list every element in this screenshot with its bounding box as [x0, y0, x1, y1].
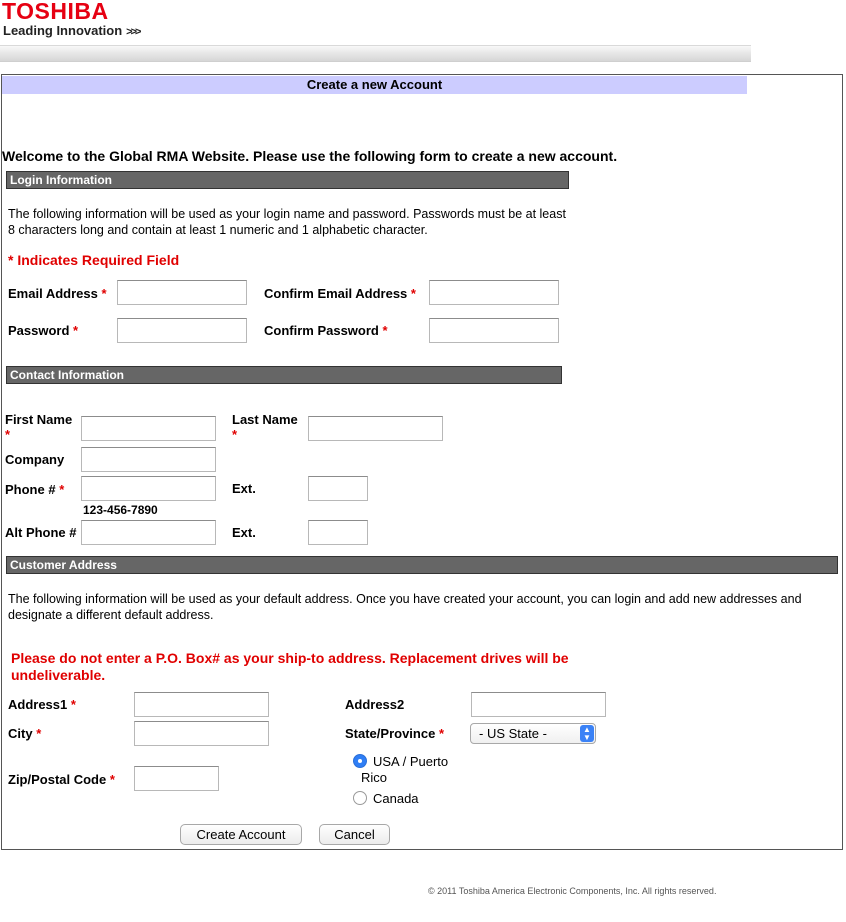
- address1-field[interactable]: [134, 692, 269, 717]
- welcome-text: Welcome to the Global RMA Website. Please use the following form to create a new account.: [2, 148, 618, 164]
- cancel-button[interactable]: Cancel: [319, 824, 390, 845]
- phone-label: Phone # *: [5, 482, 65, 497]
- address2-field[interactable]: [471, 692, 606, 717]
- address2-label: Address2: [345, 697, 405, 712]
- section-login-header: Login Information: [6, 171, 569, 189]
- ext-field[interactable]: [308, 476, 368, 501]
- state-label: State/Province *: [345, 726, 445, 741]
- alt-ext-label: Ext.: [232, 525, 256, 540]
- phone-field[interactable]: [81, 476, 216, 501]
- alt-ext-field[interactable]: [308, 520, 368, 545]
- po-box-warning: Please do not enter a P.O. Box# as your ship-to address. Replacement drives will be undeliverable.: [11, 650, 569, 683]
- state-selected-value: - US State -: [479, 726, 547, 741]
- last-name-label: Last Name *: [232, 412, 298, 442]
- chevrons-icon: >>>: [126, 26, 140, 38]
- company-field[interactable]: [81, 447, 216, 472]
- country-radio-canada[interactable]: [353, 791, 367, 805]
- create-account-button[interactable]: Create Account: [180, 824, 302, 845]
- country-label-usa: USA / Puerto Rico: [361, 754, 449, 785]
- copyright-footer: © 2011 Toshiba America Electronic Components, Inc. All rights reserved.: [428, 886, 717, 896]
- header-bar: [0, 45, 751, 62]
- confirm-email-label: Confirm Email Address *: [264, 286, 416, 301]
- section-address-header: Customer Address: [6, 556, 838, 574]
- tagline: [3, 23, 139, 38]
- required-field-note: * Indicates Required Field: [8, 252, 180, 268]
- state-select[interactable]: [470, 723, 596, 744]
- confirm-email-field[interactable]: [429, 280, 559, 305]
- tagline-text: Leading Innovation: [3, 23, 123, 38]
- confirm-password-field[interactable]: [429, 318, 559, 343]
- login-note: The following information will be used as your login name and password. Passwords must be at least 8 characters long and contain at least 1 numeric and 1 alphabetic character.: [8, 207, 566, 237]
- company-label: Company: [5, 452, 65, 467]
- alt-phone-label: Alt Phone #: [5, 525, 77, 540]
- confirm-password-label: Confirm Password *: [264, 323, 388, 338]
- first-name-field[interactable]: [81, 416, 216, 441]
- city-label: City *: [8, 726, 42, 741]
- country-label-canada: Canada: [373, 791, 419, 806]
- city-field[interactable]: [134, 721, 269, 746]
- address1-label: Address1 *: [8, 697, 76, 712]
- toshiba-logo: TOSHIBA: [2, 0, 109, 24]
- section-contact-header: Contact Information: [6, 366, 562, 384]
- phone-format-hint: 123-456-7890: [83, 503, 158, 517]
- alt-phone-field[interactable]: [81, 520, 216, 545]
- first-name-label: First Name *: [5, 412, 73, 442]
- password-field[interactable]: [117, 318, 247, 343]
- page-title: Create a new Account: [2, 76, 747, 94]
- password-label: Password *: [8, 323, 79, 338]
- last-name-field[interactable]: [308, 416, 443, 441]
- select-arrows-icon: ▲ ▼: [580, 725, 594, 742]
- zip-label: Zip/Postal Code *: [8, 772, 115, 787]
- address-note: The following information will be used as your default address. Once you have created your account, you can login and add new addresses and designate a different default address.: [8, 592, 802, 622]
- ext-label: Ext.: [232, 481, 256, 496]
- email-field[interactable]: [117, 280, 247, 305]
- zip-field[interactable]: [134, 766, 219, 791]
- email-label: Email Address *: [8, 286, 107, 301]
